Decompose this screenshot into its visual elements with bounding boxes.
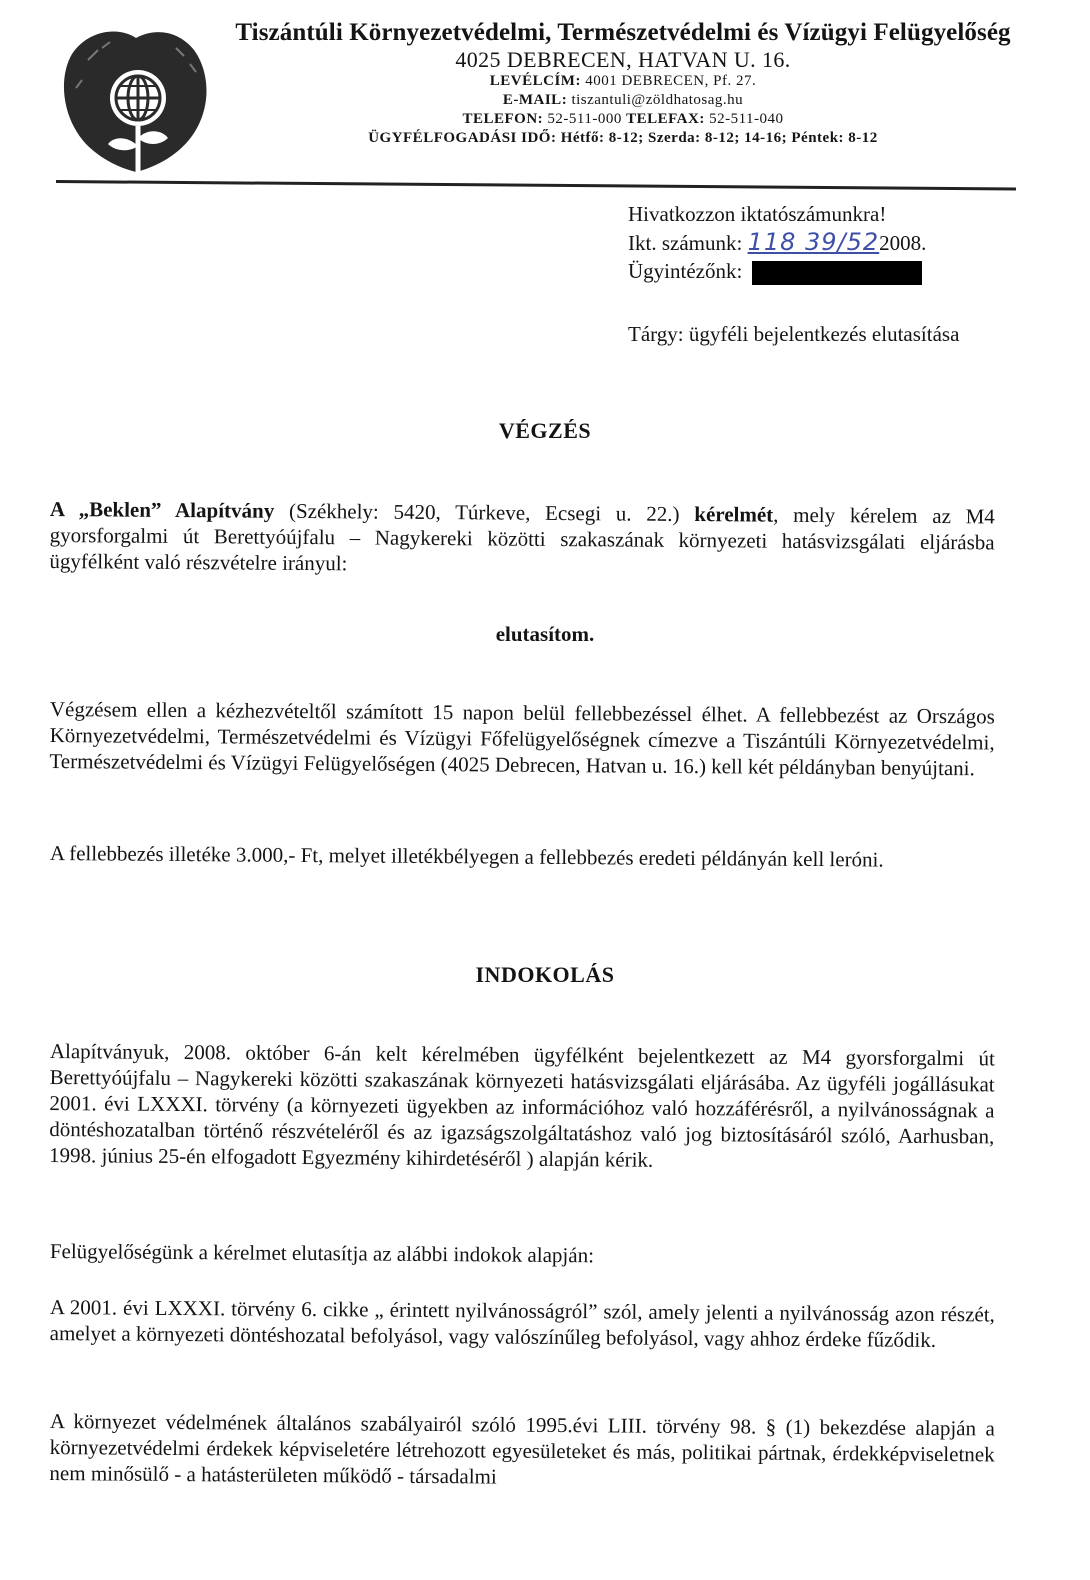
organization-name: Tiszántúli Környezetvédelmi, Természetvédelmi és Vízügyi Felügyelőség xyxy=(235,19,1011,46)
reasoning-paragraph-1: Alapítványuk, 2008. október 6-án kelt kérelmében ügyfélként bejelentkezett az M4 gyorsforgalmi út Berettyóújfalu – Nagykereki közötti szakaszának környezeti hatásvizsgálati eljárásába. Az ügyféli jogállásukat 2001. évi LXXXI. törvény (a környezeti ügyekben az információhoz való hozzáférésről, a nyilvánosságnak a döntéshozatalban történő részvételéről és az igazságszolgáltatáshoz való jog biztosításáról szóló, Aarhusban, 1998. június 25-én elfogadott Egyezmény kihirdetéséről ) alapján kérik. xyxy=(48,1039,995,1172)
reference-number-label: Ikt. számunk: xyxy=(628,231,743,255)
decision-title: VÉGZÉS xyxy=(498,418,592,443)
reference-notice: Hivatkozzon iktatószámunkra! xyxy=(628,202,887,226)
officer-row xyxy=(628,257,926,285)
fax-value: 52-511-040 xyxy=(709,111,784,127)
fax-label: TELEFAX: xyxy=(626,111,705,127)
foundation-address: (Székhely: 5420, Túrkeve, Ecsegi u. 22.) xyxy=(274,498,695,527)
reference-block xyxy=(628,200,926,285)
reasoning-paragraph-3: A 2001. évi LXXXI. törvény 6. cikke „ érintett nyilvánosságról” szól, amely jelenti a nyilvánosság azon részét, amelyet a környezeti döntéshozatal befolyásol, vagy valószínűleg befolyásol, vagy ahhoz érdeke fűződik. xyxy=(49,1295,995,1352)
phone-label: TELEFON: xyxy=(462,111,544,127)
decision-paragraph-fee: A fellebbezés illetéke 3.000,- Ft, melyet illetékbélyegen a fellebbezés eredeti példányán kell leróni. xyxy=(49,840,884,872)
postal-label: LEVÉLCÍM: xyxy=(489,73,581,89)
reasoning-paragraph-2: Felügyelőségünk a kérelmet elutasítja az alábbi indokok alapján: xyxy=(49,1239,595,1268)
request-description: , mely kérelem az M4 gyorsforgalmi út Berettyóújfalu – Nagykereki közötti szakaszának környezeti hatásvizsgálati eljárásba ügyfélként való részvételre irányul: xyxy=(49,502,995,576)
decision-paragraph-1 xyxy=(49,496,995,581)
reasoning-paragraph-4: A környezet védelmének általános szabályairól szóló 1995.évi LIII. törvény 98. § (1) bekezdése alapján a környezetvédelmi érdekek képviseletére létrehozott egyesületeket és más, politikai pártnak, érdekképviseletnek nem minősülő - a hatásterületen működő - társadalmi xyxy=(49,1409,995,1489)
reference-number-handwritten: 118 39/52 xyxy=(747,228,880,256)
organization-logo xyxy=(58,20,218,180)
reference-number-year: 2008. xyxy=(879,231,927,255)
reasoning-title: INDOKOLÁS xyxy=(475,962,615,987)
reference-number-row xyxy=(628,228,926,257)
phone-value: 52-511-000 xyxy=(547,111,622,127)
office-hours-label: ÜGYFÉLFOGADÁSI IDŐ: xyxy=(368,130,557,146)
letterhead xyxy=(208,18,1038,148)
office-hours-line xyxy=(208,129,1038,148)
email-value: tiszantuli@zöldhatosag.hu xyxy=(571,92,744,108)
email-label: E-MAIL: xyxy=(502,92,568,108)
officer-label: Ügyintézőnk: xyxy=(628,259,743,283)
phone-line xyxy=(208,110,1038,129)
decision-verdict: elutasítom. xyxy=(495,622,595,646)
office-hours-value: Hétfő: 8-12; Szerda: 8-12; 14-16; Péntek: 8-12 xyxy=(560,130,878,146)
header-divider xyxy=(56,180,1016,191)
postal-address-line xyxy=(208,72,1038,91)
foundation-name: A „Beklen” Alapítvány xyxy=(49,496,275,523)
organization-address: 4025 DEBRECEN, HATVAN U. 16. xyxy=(455,47,791,72)
subject-line: Tárgy: ügyféli bejelentkezés elutasítása xyxy=(628,322,960,346)
decision-paragraph-appeal: Végzésem ellen a kézhezvételtől számított 15 napon belül fellebbezéssel élhet. A fellebbezést az Országos Környezetvédelmi, Természetvédelmi és Vízügyi Főfelügyelőségnek címezve a Tiszántúli Környezetvédelmi, Természetvédelmi és Vízügyi Felügyelőségen (4025 Debrecen, Hatvan u. 16.) kell két példányban benyújtani. xyxy=(49,696,995,781)
request-word: kérelmét xyxy=(694,502,774,527)
redacted-officer-name xyxy=(752,261,922,285)
email-line xyxy=(208,91,1038,110)
postal-value: 4001 DEBRECEN, Pf. 27. xyxy=(585,73,757,89)
